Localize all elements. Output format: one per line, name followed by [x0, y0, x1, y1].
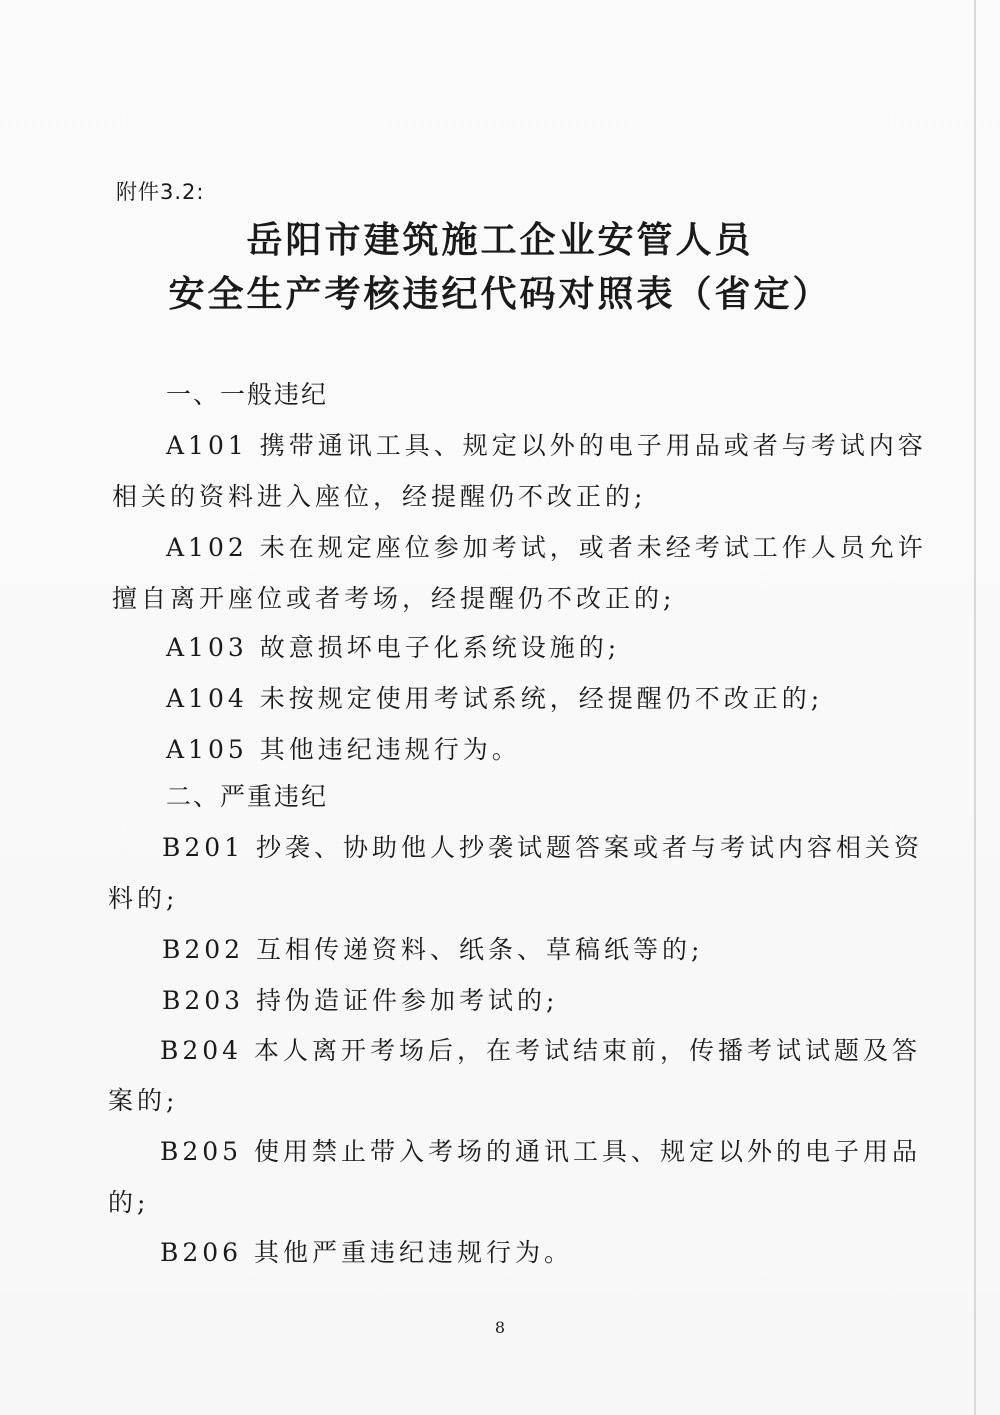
item-b206: B206 其他严重违纪违规行为。 — [160, 1238, 574, 1267]
item-b203: B203 持伪造证件参加考试的; — [162, 986, 559, 1015]
item-a102-line-1: A102 未在规定座位参加考试，或者未经考试工作人员允许 — [166, 533, 927, 562]
item-b204-line-2: 案的; — [108, 1086, 179, 1115]
section-heading-general: 一、一般违纪 — [166, 380, 329, 409]
item-a103: A103 故意损坏电子化系统设施的; — [166, 633, 621, 662]
item-a105: A105 其他违纪违规行为。 — [166, 735, 521, 764]
item-a102-line-2: 擅自离开座位或者考场，经提醒仍不改正的; — [112, 584, 676, 613]
attachment-label: 附件3.2: — [116, 180, 205, 204]
item-a104: A104 未按规定使用考试系统，经提醒仍不改正的; — [166, 684, 824, 713]
item-b204-line-1: B204 本人离开考场后，在考试结束前，传播考试试题及答 — [160, 1036, 922, 1065]
item-b202: B202 互相传递资料、纸条、草稿纸等的; — [162, 935, 704, 964]
document-title-line-1: 岳阳市建筑施工企业安管人员 — [246, 220, 754, 261]
page-number: 8 — [494, 1318, 506, 1337]
item-a101-line-1: A101 携带通讯工具、规定以外的电子用品或者与考试内容 — [166, 431, 927, 460]
section-heading-serious: 二、严重违纪 — [166, 782, 329, 811]
item-b205-line-1: B205 使用禁止带入考场的通讯工具、规定以外的电子用品 — [160, 1137, 922, 1166]
item-b201-line-1: B201 抄袭、协助他人抄袭试题答案或者与考试内容相关资 — [162, 833, 924, 862]
item-b201-line-2: 料的; — [108, 884, 179, 913]
item-a101-line-2: 相关的资料进入座位，经提醒仍不改正的; — [112, 482, 647, 511]
document-title-line-2: 安全生产考核违纪代码对照表（省定） — [168, 274, 832, 315]
item-b205-line-2: 的; — [108, 1188, 150, 1217]
